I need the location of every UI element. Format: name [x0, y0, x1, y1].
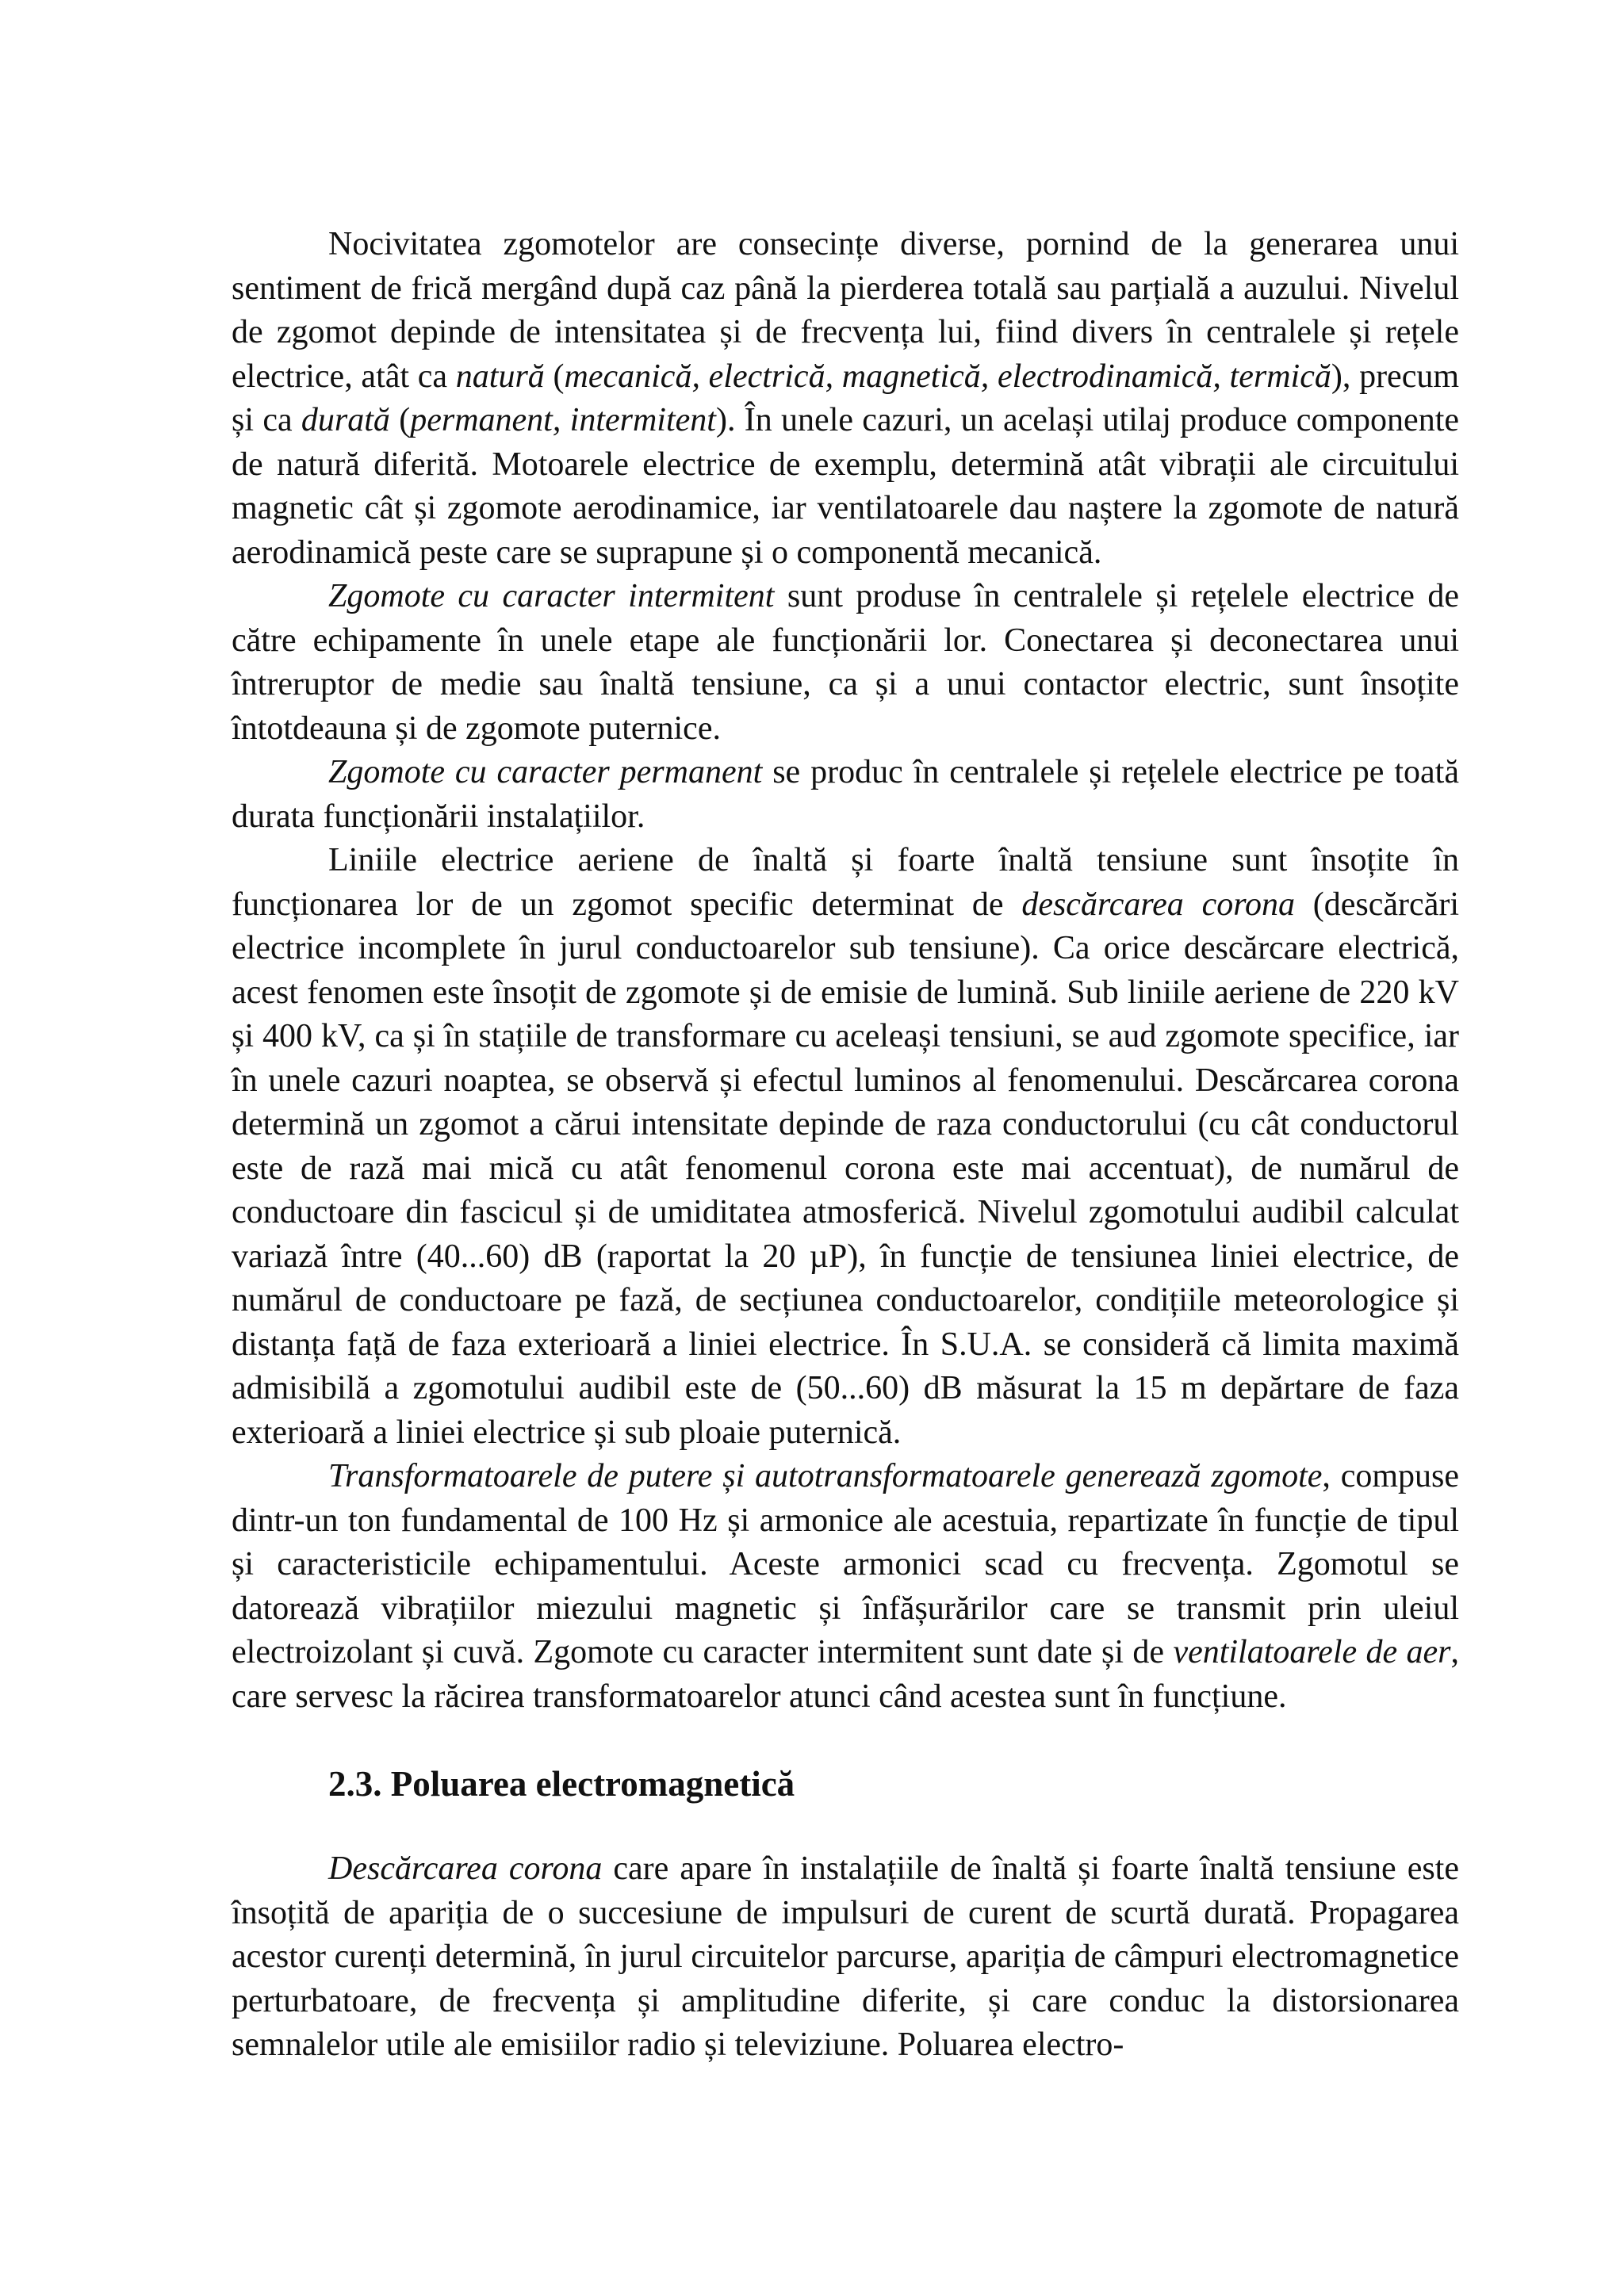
italic-run: Transformatoarele de putere și autotransformatoarele generează zgomote [328, 1458, 1323, 1494]
section-heading: 2.3. Poluarea electromagnetică [328, 1764, 795, 1804]
text-run: se produc în centralele și rețelele electrice pe toată durata funcționării instalațiilor. [232, 754, 1459, 835]
italic-run: permanent, intermitent [410, 402, 716, 438]
text-run: Liniile electrice aeriene de înaltă și foarte înaltă tensiune sunt însoțite în funcționarea lor de un zgomot specific determinat de [232, 842, 1459, 923]
italic-run: Zgomote cu caracter permanent [328, 754, 763, 790]
italic-run: descărcarea corona [1021, 886, 1296, 923]
paragraph-electromagnetic-pollution [232, 1847, 1459, 2068]
paragraph-noise-effects [232, 223, 1459, 575]
text-run: ( [389, 402, 411, 438]
italic-run: mecanică, electrică, magnetică, electrodinamică, termică [564, 358, 1331, 395]
italic-run: Zgomote cu caracter intermitent [328, 578, 775, 614]
italic-run: ventilatoarele de aer [1173, 1634, 1451, 1670]
body-text [232, 223, 1459, 2068]
text-run: ). În unele cazuri, un același utilaj produce componente de natură diferită. Motoarele electrice de exemplu, determină atât vibrații ale circuitului magnetic cât și zgomote aerodinamice, iar ventilatoarele dau naștere la zgomote de natură aerodinamică peste care se suprapune și o componentă mecanică. [232, 402, 1459, 571]
italic-run: Descărcarea corona [328, 1850, 603, 1887]
text-run: ), precum și ca [232, 358, 1460, 438]
paragraph-permanent-noise [232, 751, 1459, 839]
text-run: care apare în instalațiile de înaltă și foarte înaltă tensiune este însoțită de apariția de o succesiune de impulsuri de curent de scurtă durată. Propagarea acestor curenți determină, în jurul circuitelor parcurse, apariția de câmpuri electromagnetice perturbatoare, de frecvența și amplitudine diferite, și care conduc la distorsionarea semnalelor utile ale emisiilor radio și televiziune. Poluarea electro- [232, 1850, 1459, 2063]
italic-run: natură [455, 358, 545, 395]
italic-run: durată [301, 402, 390, 438]
text-run: Nocivitatea zgomotelor are consecințe diverse, pornind de la generarea unui sentiment de frică mergând după caz până la pierderea totală sau parțială a auzului. Nivelul de zgomot depinde de intensitatea și de frecvența lui, fiind divers în centralele și rețele electrice, atât ca [232, 226, 1459, 395]
text-run: , care servesc la răcirea transformatoarelor atunci când acestea sunt în funcțiune. [232, 1634, 1460, 1715]
paragraph-intermittent-noise [232, 575, 1459, 751]
paragraph-corona-discharge [232, 839, 1459, 1455]
text-run: , compuse dintr-un ton fundamental de 100 Hz și armonice ale acestuia, repartizate în funcție de tipul și caracteristicile echipamentului. Aceste armonici scad cu frecvența. Zgomotul se datorează vibrațiilor miezului magnetic și înfășurărilor care se transmit prin uleiul electroizolant și cuvă. Zgomote cu caracter intermitent sunt date și de [232, 1458, 1460, 1670]
text-run: ( [544, 358, 565, 395]
text-run: sunt produse în centralele și rețelele electrice de către echipamente în unele etape ale funcționării lor. Conectarea și deconectarea unui întreruptor de medie sau înaltă tensiune, ca și a unui contactor electric, sunt însoțite întotdeauna și de zgomote puternice. [232, 578, 1459, 747]
text-run: (descărcări electrice incomplete în jurul conductoarelor sub tensiune). Ca orice descărcare electrică, acest fenomen este însoțit de zgomote și de emisie de lumină. Sub liniile aeriene de 220 kV și 400 kV, ca și în stațiile de transformare cu aceleași tensiuni, se aud zgomote specifice, iar în unele cazuri noaptea, se observă și efectul luminos al fenomenului. Descărcarea corona determină un zgomot a cărui intensitate depinde de raza conductorului (cu cât conductorul este de rază mai mică cu atât fenomenul corona este mai accentuat), de numărul de conductoare din fascicul și de umiditatea atmosferică. Nivelul zgomotului audibil calculat variază între (40...60) dB (raportat la 20 µP), în funcție de tensiunea liniei electrice, de numărul de conductoare pe fază, de secțiunea conductoarelor, condițiile meteorologice și distanța față de faza exterioară a liniei electrice. În S.U.A. se consideră că limita maximă admisibilă a zgomotului audibil este de (50...60) dB măsurat la 15 m depărtare de faza exterioară a liniei electrice și sub ploaie puternică. [232, 886, 1459, 1451]
paragraph-transformers [232, 1455, 1459, 1719]
